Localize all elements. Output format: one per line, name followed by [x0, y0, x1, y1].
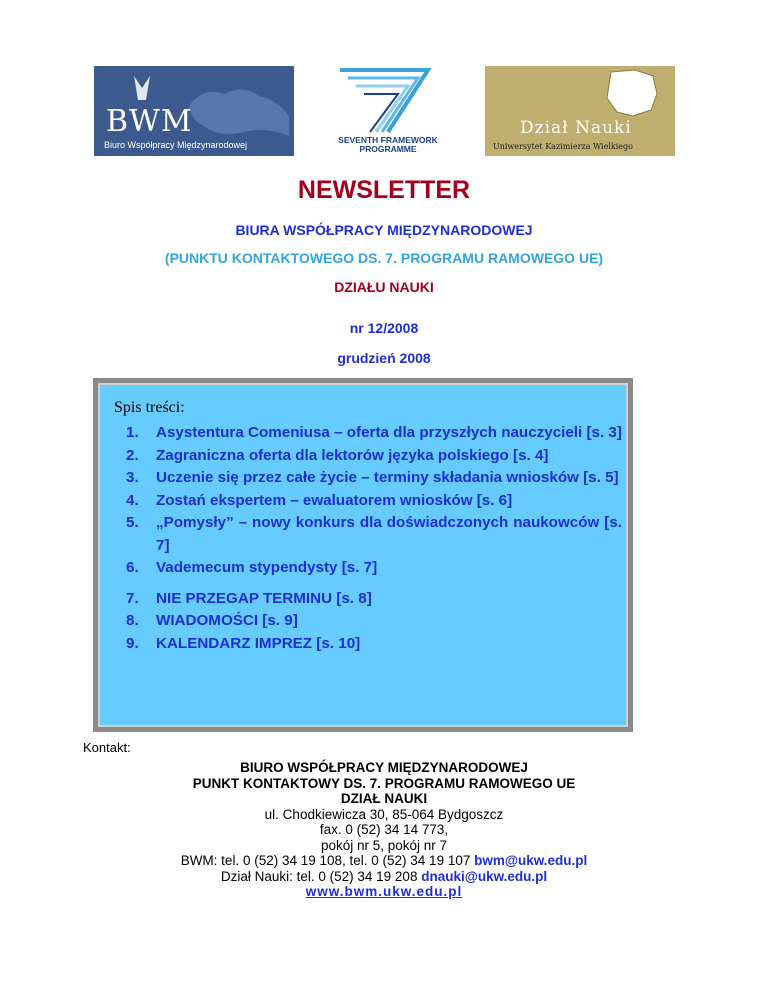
dzial-nauki-title: Dział Nauki — [520, 118, 632, 138]
fp7-logo — [318, 62, 458, 157]
contact-address: ul. Chodkiewicza 30, 85-064 Bydgoszcz — [264, 806, 504, 822]
contact-fax: fax. 0 (52) 34 14 773, — [319, 822, 449, 837]
toc-item-number: 3. — [126, 469, 139, 486]
toc-item-number: 4. — [126, 491, 139, 509]
toc-item[interactable] — [126, 557, 622, 580]
toc-item[interactable] — [126, 467, 622, 490]
bwm-email-link[interactable]: bwm@ukw.edu.pl — [474, 853, 588, 868]
toc-item[interactable] — [126, 512, 622, 557]
toc-item[interactable] — [126, 445, 622, 468]
toc-item-number: 9. — [126, 634, 139, 652]
toc-item[interactable] — [126, 422, 622, 445]
toc-item-text: KALENDARZ IMPREZ [s. 10] — [156, 634, 361, 652]
toc-item[interactable] — [126, 610, 622, 633]
toc-item[interactable] — [126, 588, 622, 611]
header-line-dzial: DZIAŁU NAUKI — [334, 279, 434, 295]
bwm-logo-subtitle: Biuro Współpracy Międzynarodowej — [104, 140, 248, 150]
contact-org-bwm: BIURO WSPÓŁPRACY MIĘDZYNARODOWEJ — [240, 760, 528, 775]
contact-website-line — [0, 884, 768, 900]
dn-email-link[interactable]: dnauki@ukw.edu.pl — [421, 868, 548, 884]
dzial-nauki-logo — [485, 66, 675, 156]
contact-dn-line — [0, 869, 768, 885]
issue-number: nr 12/2008 — [349, 320, 419, 336]
fp7-logo-text — [318, 136, 458, 154]
contact-bwm-line — [0, 853, 768, 869]
contact-org-dzial: DZIAŁ NAUKI — [340, 791, 428, 806]
toc-item-number: 8. — [126, 612, 139, 629]
contact-block — [0, 760, 768, 900]
contact-label: Kontakt: — [83, 740, 131, 755]
toc-item-text: Zostań ekspertem – ewaluatorem wniosków [s. 6] — [156, 491, 513, 509]
toc-heading: Spis treści: — [114, 399, 185, 416]
table-of-contents — [93, 378, 633, 732]
contact-dn-phone: Dział Nauki: tel. 0 (52) 34 19 208 — [220, 868, 418, 884]
header-line-bwm: BIURA WSPÓŁPRACY MIĘDZYNARODOWEJ — [235, 222, 533, 238]
website-link[interactable]: www.bwm.ukw.edu.pl — [305, 884, 463, 899]
issue-date: grudzień 2008 — [337, 350, 431, 366]
toc-item[interactable] — [126, 490, 622, 513]
contact-rooms: pokój nr 5, pokój nr 7 — [320, 837, 448, 853]
toc-item[interactable] — [126, 633, 622, 656]
toc-item-text: Vademecum stypendysty [s. 7] — [156, 559, 378, 576]
toc-item-number: 1. — [126, 424, 139, 441]
newsletter-title: NEWSLETTER — [297, 176, 471, 204]
bwm-logo — [94, 66, 294, 156]
fp7-line1: SEVENTH FRAMEWORK — [338, 135, 438, 145]
contact-org-contact-point: PUNKT KONTAKTOWY DS. 7. PROGRAMU RAMOWEGO UE — [192, 775, 576, 791]
toc-item-number: 7. — [126, 589, 139, 607]
toc-list — [126, 422, 622, 655]
toc-item-text: NIE PRZEGAP TERMINU [s. 8] — [156, 589, 372, 607]
toc-item-number: 5. — [126, 514, 139, 531]
toc-item-number: 6. — [126, 559, 139, 576]
fp7-line2: PROGRAMME — [359, 144, 417, 154]
toc-item-text: WIADOMOŚCI [s. 9] — [156, 612, 298, 629]
toc-item-text: „Pomysły” – nowy konkurs dla doświadczonych naukowców [s. 7] — [156, 514, 622, 554]
toc-item-text: Asystentura Comeniusa – oferta dla przyszłych nauczycieli [s. 3] — [156, 424, 622, 441]
toc-item-text: Zagraniczna oferta dla lektorów języka polskiego [s. 4] — [156, 446, 549, 464]
fp7-seven-icon — [318, 62, 458, 134]
bwm-logo-letters: BWM — [106, 104, 193, 139]
contact-bwm-phone: BWM: tel. 0 (52) 34 19 108, tel. 0 (52) 34 19 107 — [180, 853, 471, 868]
toc-item-number: 2. — [126, 446, 139, 464]
header-line-contact-point: (PUNKTU KONTAKTOWEGO DS. 7. PROGRAMU RAMOWEGO UE) — [164, 250, 604, 266]
logo-bar — [0, 0, 768, 170]
toc-item-text: Uczenie się przez całe życie – terminy składania wniosków [s. 5] — [156, 469, 619, 486]
dzial-nauki-subtitle: Uniwersytet Kazimierza Wielkiego — [493, 142, 633, 151]
